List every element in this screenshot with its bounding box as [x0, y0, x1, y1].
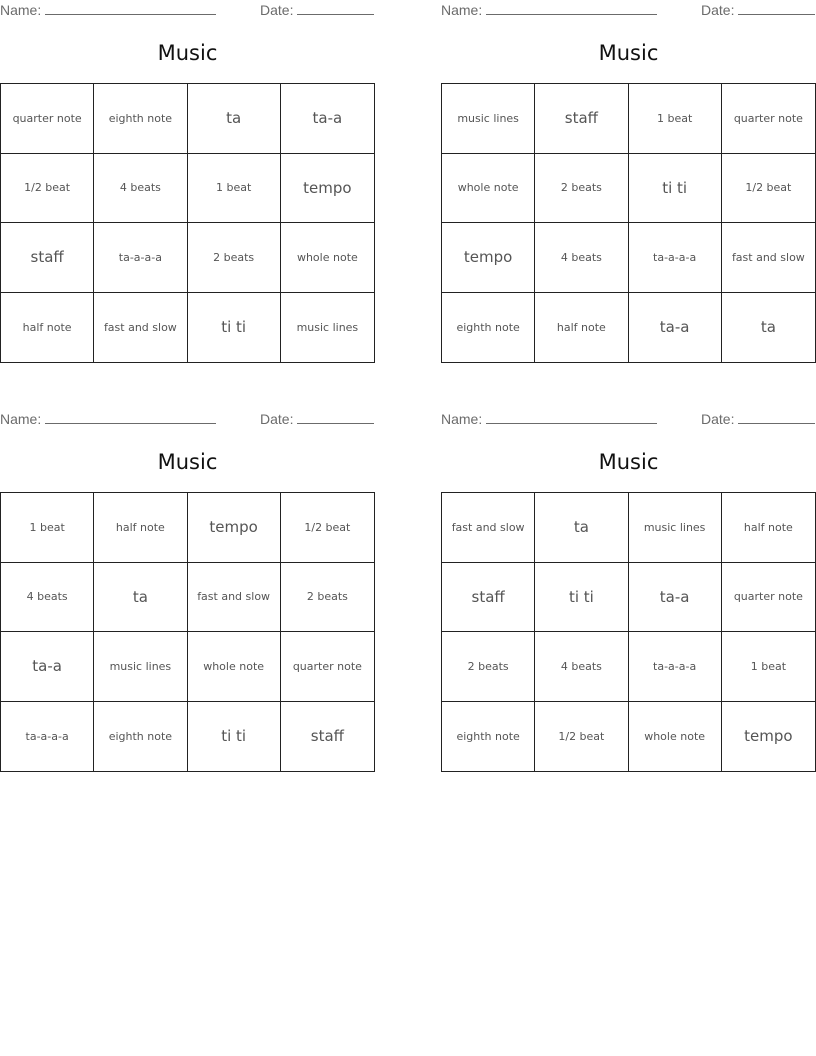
bingo-cell: fast and slow — [722, 223, 815, 293]
bingo-cell: whole note — [442, 154, 535, 224]
bingo-cell: music lines — [629, 493, 722, 563]
bingo-cell: ta-a — [629, 293, 722, 363]
name-blank-line[interactable] — [45, 411, 216, 424]
bingo-cell: half note — [722, 493, 815, 563]
bingo-cell: 1 beat — [188, 154, 281, 224]
bingo-cell: ti ti — [629, 154, 722, 224]
bingo-cell: quarter note — [281, 632, 374, 702]
bingo-cell: 2 beats — [188, 223, 281, 293]
bingo-cell: 1 beat — [722, 632, 815, 702]
bingo-cell: ta — [188, 84, 281, 154]
bingo-card-4 — [441, 409, 816, 771]
bingo-cell: eighth note — [442, 702, 535, 772]
bingo-cell: music lines — [94, 632, 187, 702]
bingo-cell: half note — [535, 293, 628, 363]
bingo-cell: ta — [760, 318, 776, 337]
bingo-cell: 4 beats — [1, 563, 94, 633]
date-blank-line[interactable] — [738, 2, 815, 15]
bingo-card-1 — [0, 0, 375, 362]
bingo-cell: fast and slow — [442, 493, 535, 563]
name-field[interactable] — [0, 411, 216, 427]
card-title: Music — [157, 41, 218, 65]
bingo-cell: fast and slow — [94, 293, 187, 363]
bingo-cell: eighth note — [94, 84, 187, 154]
bingo-cell: ti ti — [535, 563, 628, 633]
bingo-cell: ta — [94, 563, 187, 633]
card-header — [441, 0, 816, 22]
bingo-cell: ta-a-a-a — [629, 223, 722, 293]
name-label: Name: — [0, 2, 42, 18]
bingo-cell: whole note — [629, 702, 722, 772]
name-field[interactable] — [441, 2, 657, 18]
bingo-cell: 1/2 beat — [722, 154, 815, 224]
date-label: Date: — [701, 2, 735, 18]
name-label: Name: — [0, 411, 42, 427]
date-field[interactable] — [260, 2, 374, 18]
bingo-cell: quarter note — [722, 84, 815, 154]
bingo-cell: 4 beats — [535, 632, 628, 702]
name-blank-line[interactable] — [45, 2, 216, 15]
bingo-cell: staff — [535, 84, 628, 154]
date-field[interactable] — [701, 411, 815, 427]
card-title: Music — [598, 41, 659, 65]
bingo-grid — [0, 83, 375, 363]
date-label: Date: — [260, 2, 294, 18]
bingo-cell: 1/2 beat — [535, 702, 628, 772]
bingo-cell: 2 beats — [442, 632, 535, 702]
name-field[interactable] — [0, 2, 216, 18]
bingo-cell: staff — [442, 563, 535, 633]
bingo-cell: whole note — [188, 632, 281, 702]
bingo-cell: 4 beats — [535, 223, 628, 293]
bingo-grid — [441, 83, 816, 363]
bingo-cell: 4 beats — [94, 154, 187, 224]
bingo-cell: ta-a — [629, 563, 722, 633]
bingo-cell: ta-a — [281, 84, 374, 154]
bingo-cell: eighth note — [442, 293, 535, 363]
bingo-cell: 1/2 beat — [1, 154, 94, 224]
bingo-cell: music lines — [296, 320, 359, 334]
bingo-cell: ta-a-a-a — [629, 632, 722, 702]
bingo-cell: fast and slow — [188, 563, 281, 633]
bingo-cell: music lines — [442, 84, 535, 154]
bingo-cell: ta — [535, 493, 628, 563]
bingo-cell: 2 beats — [281, 563, 374, 633]
name-blank-line[interactable] — [486, 2, 657, 15]
bingo-cell: 1 beat — [1, 493, 94, 563]
bingo-cell: eighth note — [94, 702, 187, 772]
card-title: Music — [598, 450, 659, 474]
bingo-cell: quarter note — [722, 563, 815, 633]
bingo-cell: half note — [94, 493, 187, 563]
bingo-card-2 — [441, 0, 816, 362]
name-field[interactable] — [441, 411, 657, 427]
bingo-cell: staff — [310, 727, 344, 746]
bingo-cell: ta-a-a-a — [1, 702, 94, 772]
bingo-grid — [441, 492, 816, 772]
date-label: Date: — [260, 411, 294, 427]
bingo-card-3 — [0, 409, 375, 771]
bingo-cell: ti ti — [188, 293, 281, 363]
bingo-cell: ta-a — [1, 632, 94, 702]
date-label: Date: — [701, 411, 735, 427]
bingo-cell: tempo — [744, 727, 793, 746]
bingo-cell: tempo — [188, 493, 281, 563]
name-label: Name: — [441, 411, 483, 427]
bingo-cell: staff — [1, 223, 94, 293]
bingo-cell: tempo — [442, 223, 535, 293]
bingo-cell: 1/2 beat — [281, 493, 374, 563]
name-blank-line[interactable] — [486, 411, 657, 424]
card-title: Music — [157, 450, 218, 474]
bingo-cell: ti ti — [188, 702, 281, 772]
card-header — [0, 409, 375, 431]
date-field[interactable] — [260, 411, 374, 427]
bingo-cell: tempo — [281, 154, 374, 224]
card-header — [0, 0, 375, 22]
card-header — [441, 409, 816, 431]
bingo-grid — [0, 492, 375, 772]
bingo-cell: 2 beats — [535, 154, 628, 224]
bingo-cell: half note — [1, 293, 94, 363]
bingo-cell: 1 beat — [629, 84, 722, 154]
bingo-cell: ta-a-a-a — [94, 223, 187, 293]
bingo-cell: quarter note — [1, 84, 94, 154]
date-blank-line[interactable] — [297, 411, 374, 424]
date-field[interactable] — [701, 2, 815, 18]
date-blank-line[interactable] — [297, 2, 374, 15]
bingo-cell: whole note — [281, 223, 374, 293]
name-label: Name: — [441, 2, 483, 18]
date-blank-line[interactable] — [738, 411, 815, 424]
